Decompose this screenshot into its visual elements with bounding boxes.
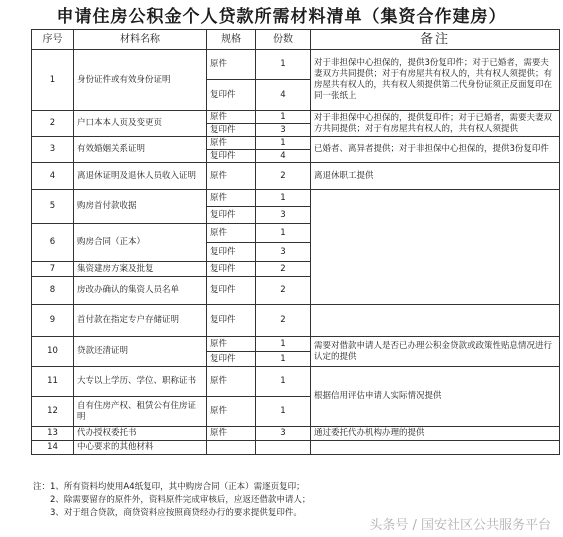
row-count: 1: [256, 111, 311, 124]
row-material-name: 集资建房方案及批复: [74, 262, 207, 277]
row-count: [256, 441, 311, 455]
row-material-name: 户口本本人页及变更页: [74, 111, 207, 137]
row-count: 3: [256, 243, 311, 262]
row-spec: 原件: [207, 111, 256, 124]
row-spec: 复印件: [207, 352, 256, 367]
table-row: [32, 111, 560, 124]
row-seq: 10: [32, 337, 74, 367]
row-material-name: 身份证件或有效身份证明: [74, 50, 207, 111]
row-remark: 对于非担保中心担保的，提供3份复印件；对于已婚者，需要夫妻双方共同提供；对于有房屋共有权人的，共有权人须提供；有房屋共有权人的，共有权人须提供第二代身份证须正反面复印在同一张纸上: [311, 50, 560, 111]
row-seq: 11: [32, 367, 74, 397]
table-row: [32, 305, 560, 337]
row-seq: 13: [32, 427, 74, 441]
row-spec: 原件: [207, 337, 256, 352]
row-material-name: 大专以上学历、学位、职称证书: [74, 367, 207, 397]
row-count: 2: [256, 277, 311, 305]
row-count: 4: [256, 150, 311, 163]
row-remark: 已婚者、离异者提供；对于非担保中心担保的，提供3份复印件: [311, 137, 560, 163]
row-seq: 1: [32, 50, 74, 111]
row-spec: 原件: [207, 190, 256, 207]
row-material-name: 自有住房产权、租赁公有住房证明: [74, 397, 207, 427]
row-count: 3: [256, 207, 311, 224]
row-remark: 需要对借款申请人是否已办理公积金贷款或政策性贴息情况进行认定的提供: [311, 337, 560, 367]
row-seq: 5: [32, 190, 74, 224]
row-material-name: 离退休证明及退休人员收入证明: [74, 163, 207, 190]
footnote-1: 注：1、所有资料均使用A4纸复印，其中购房合同（正本）需逐页复印；: [33, 482, 305, 492]
row-spec: 复印件: [207, 150, 256, 163]
row-remark: [311, 190, 560, 305]
row-count: 3: [256, 124, 311, 137]
row-count: 1: [256, 337, 311, 352]
row-count: 1: [256, 367, 311, 397]
table-row: [32, 50, 560, 80]
row-spec: 原件: [207, 427, 256, 441]
row-seq: 9: [32, 305, 74, 337]
footnote-3: 3、对于组合贷款，商贷资料应按照商贷经办行的要求提供复印件。: [50, 508, 302, 518]
row-material-name: 房改办确认的集资人员名单: [74, 277, 207, 305]
row-remark: 通过委托代办机构办理的提供: [311, 427, 560, 441]
table-row: [32, 367, 560, 397]
row-count: 1: [256, 137, 311, 150]
table-row: [32, 137, 560, 150]
header-seq: 序号: [32, 30, 74, 50]
table-row: [32, 190, 560, 207]
row-spec: 原件: [207, 163, 256, 190]
row-spec: 复印件: [207, 124, 256, 137]
row-spec: 原件: [207, 397, 256, 427]
row-spec: 复印件: [207, 243, 256, 262]
row-seq: 14: [32, 441, 74, 455]
row-count: 1: [256, 397, 311, 427]
row-spec: 原件: [207, 224, 256, 243]
table-row: [32, 427, 560, 441]
row-spec: 复印件: [207, 305, 256, 337]
table-header-row: [32, 30, 560, 50]
row-material-name: 首付款在指定专户存储证明: [74, 305, 207, 337]
table-row: [32, 441, 560, 455]
row-count: 4: [256, 80, 311, 111]
merged-remark: 根据信用评估申请人实际情况提供: [311, 367, 560, 427]
row-spec: [207, 441, 256, 455]
row-material-name: 贷款还清证明: [74, 337, 207, 367]
row-material-name: 购房合同（正本）: [74, 224, 207, 262]
row-spec: 原件: [207, 137, 256, 150]
watermark: 头条号 / 国安社区公共服务平台: [369, 518, 551, 533]
row-seq: 6: [32, 224, 74, 262]
row-seq: 12: [32, 397, 74, 427]
row-count: 2: [256, 305, 311, 337]
row-count: 2: [256, 262, 311, 277]
row-remark: 离退休职工提供: [311, 163, 560, 190]
row-material-name: 代办授权委托书: [74, 427, 207, 441]
table-row: [32, 337, 560, 352]
row-remark: 对于非担保中心担保的，提供复印件；对于已婚者，需要夫妻双方共同提供；对于有房屋共有权人的，共有权人须提供: [311, 111, 560, 137]
row-material-name: 购房首付款收据: [74, 190, 207, 224]
table-row: [32, 163, 560, 190]
row-seq: 7: [32, 262, 74, 277]
row-spec: 复印件: [207, 80, 256, 111]
row-material-name: 有效婚姻关系证明: [74, 137, 207, 163]
row-spec: 原件: [207, 50, 256, 80]
row-count: 1: [256, 190, 311, 207]
row-count: 1: [256, 352, 311, 367]
header-spec: 规格: [207, 30, 256, 50]
header-name: 材料名称: [74, 30, 207, 50]
row-spec: 复印件: [207, 262, 256, 277]
header-count: 份数: [256, 30, 311, 50]
row-count: 2: [256, 163, 311, 190]
row-remark: [311, 441, 560, 455]
row-seq: 2: [32, 111, 74, 137]
empty-remark-cell: [311, 305, 560, 337]
page-title: 申请住房公积金个人贷款所需材料清单（集资合作建房）: [56, 7, 507, 27]
row-count: 1: [256, 224, 311, 243]
row-spec: 原件: [207, 367, 256, 397]
materials-table: [31, 29, 560, 455]
row-spec: 复印件: [207, 207, 256, 224]
row-count: 3: [256, 427, 311, 441]
row-seq: 8: [32, 277, 74, 305]
row-count: 1: [256, 50, 311, 80]
row-spec: 复印件: [207, 277, 256, 305]
header-remark: 备注: [311, 30, 560, 50]
row-material-name: 中心要求的其他材料: [74, 441, 207, 455]
footnote-2: 2、除需要留存的原件外，资料原件完成审核后，应返还借款申请人；: [50, 495, 311, 505]
row-seq: 3: [32, 137, 74, 163]
row-seq: 4: [32, 163, 74, 190]
